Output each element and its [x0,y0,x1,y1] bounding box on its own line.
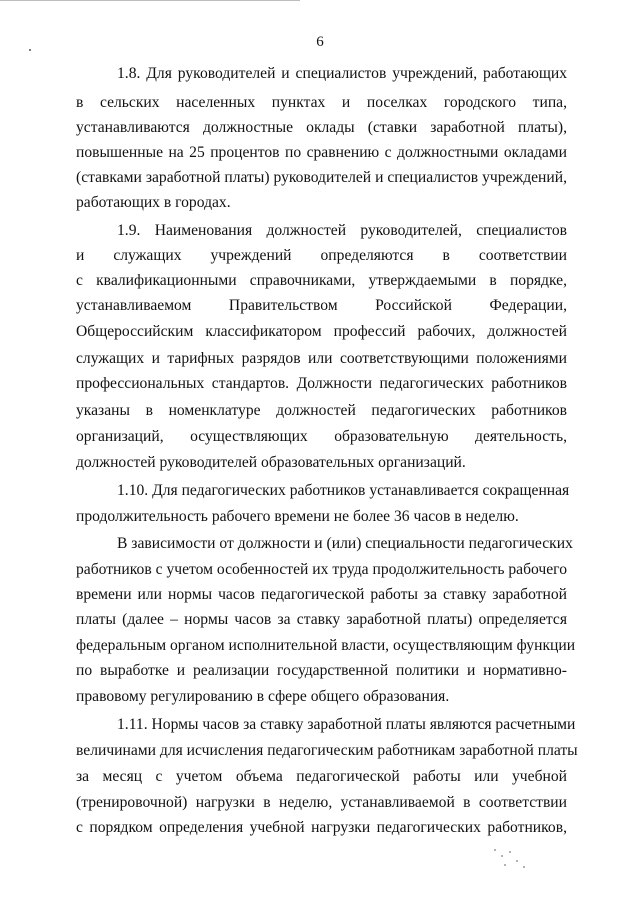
text-line: и служащих учреждений определяются в соответствии [76,247,567,264]
text-line: повышенные на 25 процентов по сравнению с должностными окладами [76,144,567,161]
text-line: Общероссийским классификатором профессий рабочих, должностей [76,323,567,340]
text-line: работающих в городах. [76,194,231,211]
text-line: В зависимости от должности и (или) специальности педагогических [117,535,573,552]
page-number: 6 [316,34,324,50]
text-line: (ставками заработной платы) руководителей и специалистов учреждений, [76,169,567,186]
scan-smudge [490,846,530,874]
text-line: платы (далее – нормы часов за ставку заработной платы) определяется [76,611,567,628]
text-line: с порядком определения учебной нагрузки педагогических работников, [76,819,567,836]
text-line: продолжительность рабочего времени не более 36 часов в неделю. [76,508,519,525]
text-line: профессиональных стандартов. Должности педагогических работников [76,375,567,392]
text-line: с квалификационными справочниками, утверждаемыми в порядке, [76,272,567,289]
text-line: 1.9. Наименования должностей руководителей, специалистов [117,222,567,239]
text-line: (тренировочной) нагрузки в неделю, устанавливаемой в соответствии [76,794,567,811]
text-line: устанавливаемом Правительством Российской Федерации, [76,297,567,314]
scan-edge-line [0,0,300,1]
text-line: в сельских населенных пунктах и поселках городского типа, [76,94,567,111]
text-line: служащих и тарифных разрядов или соответствующими положениями [76,350,567,367]
text-line: по выработке и реализации государственной политики и нормативно- [76,662,567,679]
text-line: работников с учетом особенностей их труда продолжительность рабочего [76,561,567,578]
text-line: правовому регулированию в сфере общего образования. [76,688,450,705]
text-line: должностей руководителей образовательных организаций. [76,454,466,471]
text-line: времени или нормы часов педагогической работы за ставку заработной [76,586,567,603]
text-line: 1.8. Для руководителей и специалистов учреждений, работающих [117,65,567,82]
text-line: 1.11. Нормы часов за ставку заработной платы являются расчетными [117,716,576,733]
text-line: федеральным органом исполнительной власти, осуществляющим функции [76,637,576,654]
text-line: 1.10. Для педагогических работников устанавливается сокращенная [117,482,570,499]
text-line: за месяц с учетом объема педагогической работы или учебной [76,768,567,785]
text-line: указаны в номенклатуре должностей педагогических работников [76,402,567,419]
text-line: величинами для исчисления педагогическим работникам заработной платы [76,742,578,759]
text-line: устанавливаются должностные оклады (ставки заработной платы), [76,119,567,136]
text-line: организаций, осуществляющих образовательную деятельность, [76,428,567,445]
